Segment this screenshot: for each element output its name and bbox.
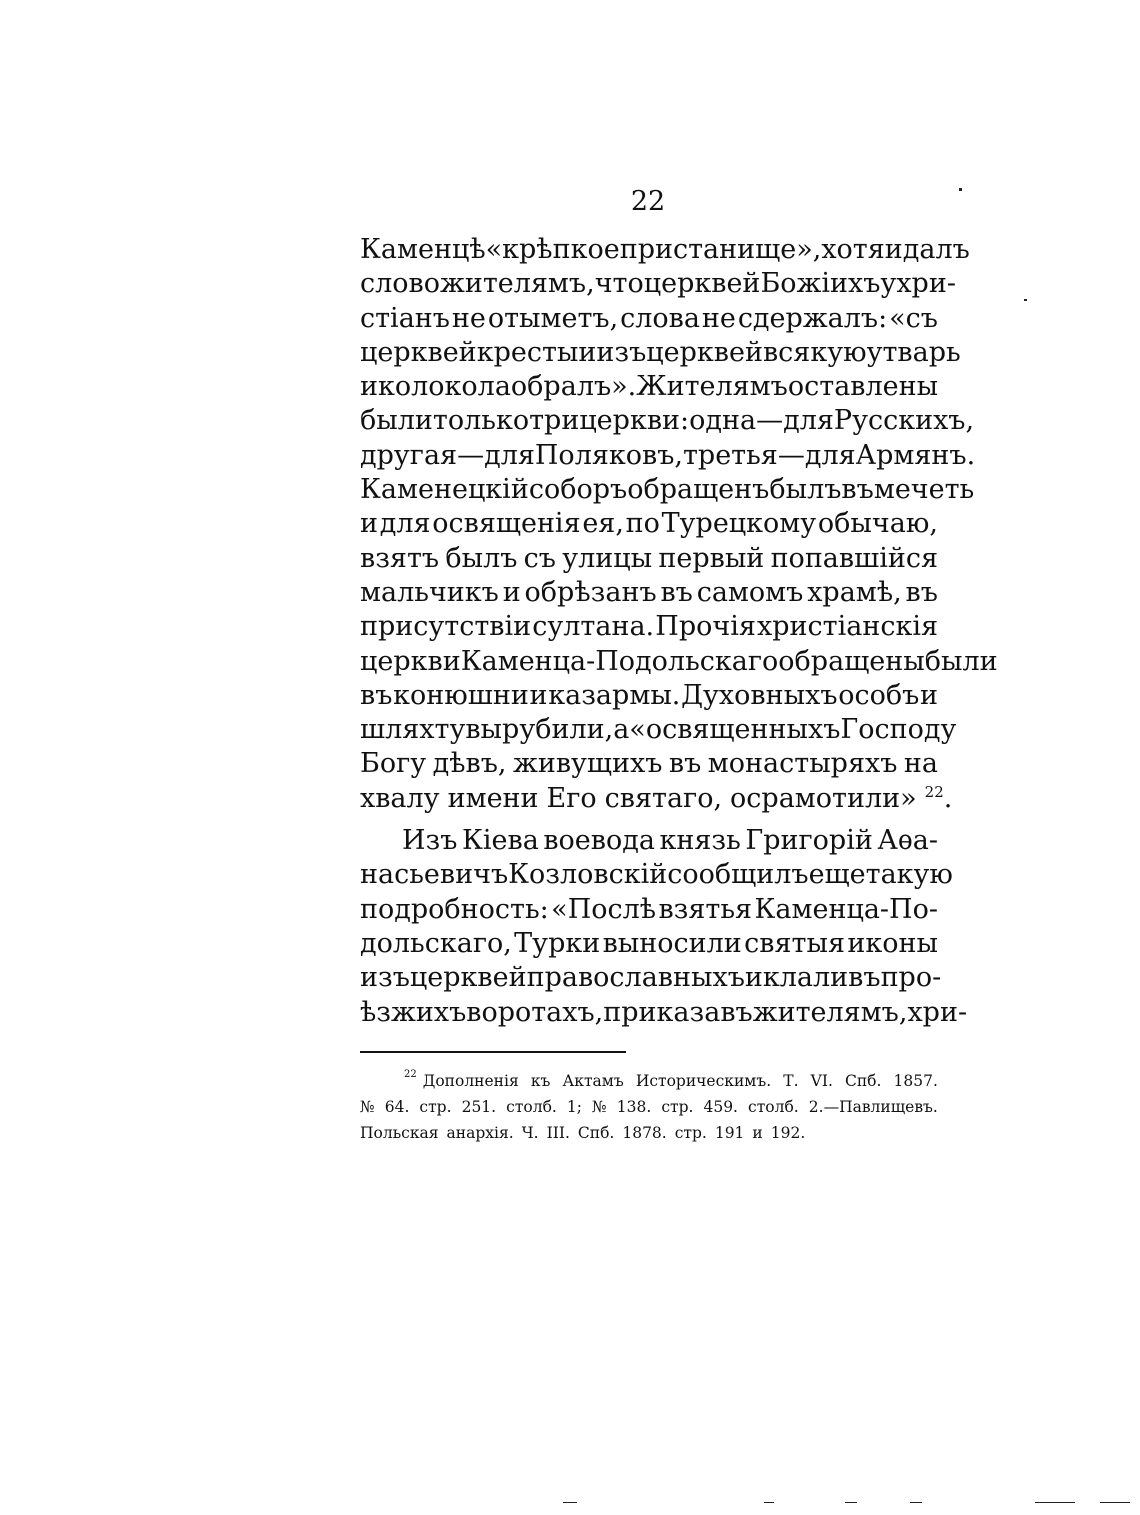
word: церкви: [579, 405, 690, 437]
word: казармы. [548, 679, 681, 711]
word: 1878. [622, 1124, 667, 1142]
scan-speck [1035, 1502, 1075, 1503]
text-line [360, 507, 938, 541]
word: у [880, 268, 897, 300]
body-text [360, 233, 998, 1030]
text-line [360, 610, 938, 644]
word: святаго, [604, 782, 723, 814]
word: присутствіи [360, 611, 532, 643]
word: и [920, 679, 938, 711]
text-line [360, 473, 975, 507]
text-line [360, 961, 942, 995]
word: шляхту [360, 714, 466, 746]
word: приказавъ [603, 996, 753, 1028]
word: далъ [902, 234, 970, 265]
text-line [360, 782, 953, 816]
word: 191 [714, 1124, 745, 1142]
scan-speck [764, 1502, 774, 1503]
word: освященія [432, 508, 581, 540]
word: въ [668, 748, 702, 780]
word: VI. [810, 1072, 833, 1090]
word: взятъ [360, 542, 440, 574]
word: Историческимъ. [635, 1072, 772, 1090]
word: стр. [661, 1098, 694, 1116]
text-line [360, 404, 975, 438]
word: такую [865, 859, 953, 891]
word: церкви [360, 645, 461, 677]
word: Божіихъ [760, 268, 881, 300]
text-line [360, 645, 998, 679]
word: самомъ [696, 576, 804, 608]
word: сообщилъ [667, 859, 809, 891]
word: въ [360, 679, 393, 711]
word: церквей [360, 336, 477, 368]
word: обычаю, [817, 508, 938, 540]
word: ея, [582, 508, 624, 540]
word: другая—для [360, 439, 535, 471]
word: насьевичъ [360, 859, 509, 891]
word: Дополненія [422, 1072, 519, 1090]
word: № [592, 1098, 607, 1116]
word: были [924, 645, 998, 677]
word: въ [905, 576, 938, 608]
word: стр. [674, 1124, 707, 1142]
text-line [360, 996, 968, 1030]
word: отыметъ, [487, 302, 619, 334]
word: 251. [461, 1098, 497, 1116]
word: Ч. [521, 1124, 539, 1142]
word: Богу [360, 748, 427, 780]
word: церквей [409, 962, 527, 994]
word: не [701, 302, 736, 334]
word: иконы [847, 927, 938, 959]
page-number: 22 [630, 186, 666, 217]
word: 64. [384, 1098, 410, 1116]
word: № [360, 1098, 375, 1116]
word: жителямъ, [752, 996, 908, 1028]
word: дѣвъ, [432, 748, 507, 780]
text-line [360, 858, 953, 892]
word: стіанъ [360, 302, 450, 334]
word: былъ [769, 474, 842, 506]
word: живущихъ [512, 748, 663, 780]
word: попавшійся [770, 542, 938, 574]
word: хри- [907, 996, 968, 1028]
footnotes [360, 1068, 938, 1146]
word: подробность: [360, 893, 549, 925]
text-line [360, 336, 961, 370]
footnote-line [360, 1068, 938, 1094]
word: дольскаго, [360, 927, 512, 959]
word: изъ [360, 962, 410, 994]
scan-speck [845, 1502, 857, 1503]
word: клали [762, 962, 849, 994]
word: взятья [658, 893, 753, 925]
word: первый [658, 542, 765, 574]
word: Кіева [461, 825, 539, 857]
word: слово [360, 268, 440, 300]
text-line [360, 576, 938, 610]
scan-speck [1100, 1502, 1130, 1503]
word: Его [546, 782, 597, 814]
word: Козловскій [508, 859, 668, 891]
word: для [379, 508, 431, 540]
word: Спб. [577, 1124, 615, 1142]
word: осрамотили» [730, 782, 917, 814]
word: обрѣзанъ [524, 576, 657, 608]
word: Каменца-По- [754, 893, 938, 925]
word: «Послѣ [551, 893, 657, 925]
footnote-line [360, 1094, 938, 1120]
word: кресты [476, 336, 579, 368]
word: мальчикъ [360, 576, 499, 608]
word: къ [530, 1072, 551, 1090]
text-line [360, 679, 938, 713]
word: мечеть [873, 474, 975, 506]
text-line [360, 439, 976, 473]
word: 1857. [893, 1072, 938, 1090]
word: оставлены [787, 371, 939, 403]
word: 192. [770, 1124, 806, 1142]
word: воротахъ, [466, 996, 604, 1028]
word: султана. [532, 611, 655, 643]
scan-speck [563, 1502, 577, 1503]
word: всякую [762, 336, 867, 368]
word: три [529, 405, 580, 437]
word: церквей [643, 268, 761, 300]
text-line [360, 927, 938, 961]
word: былъ [445, 542, 518, 574]
word: 1; [566, 1098, 582, 1116]
word: и [744, 962, 763, 994]
word: и [529, 679, 548, 711]
word: «крѣпкое [485, 234, 620, 265]
text-line [360, 302, 938, 336]
text-line [360, 824, 938, 858]
word: и [360, 371, 378, 403]
paragraph-gap [360, 816, 938, 824]
text-line [360, 267, 956, 301]
word: святыя [744, 927, 845, 959]
word: Григорій [745, 825, 873, 857]
word: не [451, 302, 486, 334]
text-line [360, 713, 957, 747]
word: Актамъ [562, 1072, 624, 1090]
word: третья—для [682, 439, 856, 471]
word: III. [546, 1124, 570, 1142]
text-line [360, 893, 938, 927]
word: и [502, 576, 521, 608]
word: колокола [378, 371, 511, 403]
word: соборъ [528, 474, 628, 506]
word: обращены [778, 645, 925, 677]
word: изъ [596, 336, 647, 368]
scan-speck [959, 188, 962, 191]
word: и [752, 1124, 763, 1142]
word: выносили [602, 927, 742, 959]
word: воевода [543, 825, 655, 857]
word: 138. [616, 1098, 652, 1116]
word: пристанище», [619, 234, 822, 265]
word: князь [659, 825, 741, 857]
word: въ [848, 962, 881, 994]
word: хри- [896, 268, 956, 300]
word: храмѣ, [807, 576, 902, 608]
word: особъ [838, 679, 920, 711]
word: хвалу [360, 782, 440, 814]
word: Турецкому [661, 508, 817, 540]
word: 459. [703, 1098, 738, 1116]
word: что [594, 268, 644, 300]
word: Прочія [655, 611, 756, 643]
word: ѣзжихъ [360, 996, 467, 1028]
word: на [903, 748, 938, 780]
word: «съ [889, 302, 938, 334]
word: конюшни [393, 679, 529, 711]
footnote-mark: 22 [404, 1069, 417, 1080]
word: Спб. [844, 1072, 882, 1090]
word: Каменецкій [360, 474, 529, 506]
word: Польская [360, 1124, 439, 1142]
word: столб. [506, 1098, 557, 1116]
text-line [360, 233, 970, 267]
word: 2.—Павлищевъ. [808, 1098, 938, 1116]
word: а [613, 714, 630, 746]
text-line [360, 542, 938, 576]
footnote-line [360, 1120, 938, 1146]
text-line [360, 747, 938, 781]
word: съ [523, 542, 556, 574]
scan-speck [910, 1502, 922, 1503]
word: анархія. [446, 1124, 514, 1142]
word: православныхъ [526, 962, 745, 994]
word: и [360, 508, 378, 540]
word: сдержалъ: [737, 302, 888, 334]
word: церквей [646, 336, 763, 368]
word: христіанскія [757, 611, 938, 643]
word: обращенъ [627, 474, 770, 506]
sentence-period: . [943, 782, 953, 814]
word: Изъ [402, 825, 458, 857]
word: Аѳа- [877, 825, 938, 857]
word: Т. [783, 1072, 799, 1090]
word: Господу [840, 714, 957, 746]
word: только [432, 405, 530, 437]
word: еще [808, 859, 866, 891]
word: Каменца-Подольскаго [460, 645, 779, 677]
word: и [884, 234, 903, 265]
word: вырубили, [465, 714, 614, 746]
word: были [360, 405, 433, 437]
word: «освященныхъ [629, 714, 841, 746]
word: Каменцѣ [360, 234, 486, 265]
word: одна—для [689, 405, 834, 437]
word: улицы [562, 542, 653, 574]
word: Жителямъ [636, 371, 788, 403]
word: слова [620, 302, 700, 334]
word: Духовныхъ [681, 679, 838, 711]
word: Русскихъ, [833, 405, 975, 437]
text-line [360, 370, 938, 404]
word: стр. [419, 1098, 452, 1116]
word: Армянъ. [855, 439, 976, 471]
footnote-reference[interactable]: 22 [924, 782, 944, 801]
scan-speck [1024, 299, 1027, 301]
word: имени [447, 782, 539, 814]
word: и [578, 336, 597, 368]
word: про- [880, 962, 942, 994]
word: жителямъ, [440, 268, 595, 300]
word: утварь [866, 336, 961, 368]
word: по [625, 508, 660, 540]
word: монастыряхъ [707, 748, 898, 780]
footnote-divider [360, 1051, 626, 1053]
word: Поляковъ, [534, 439, 683, 471]
word: обралъ». [510, 371, 637, 403]
word: въ [841, 474, 874, 506]
word: Турки [514, 927, 601, 959]
word: хотя [821, 234, 885, 265]
footnote-lead [404, 1068, 519, 1094]
word: въ [660, 576, 693, 608]
word: столб. [748, 1098, 799, 1116]
